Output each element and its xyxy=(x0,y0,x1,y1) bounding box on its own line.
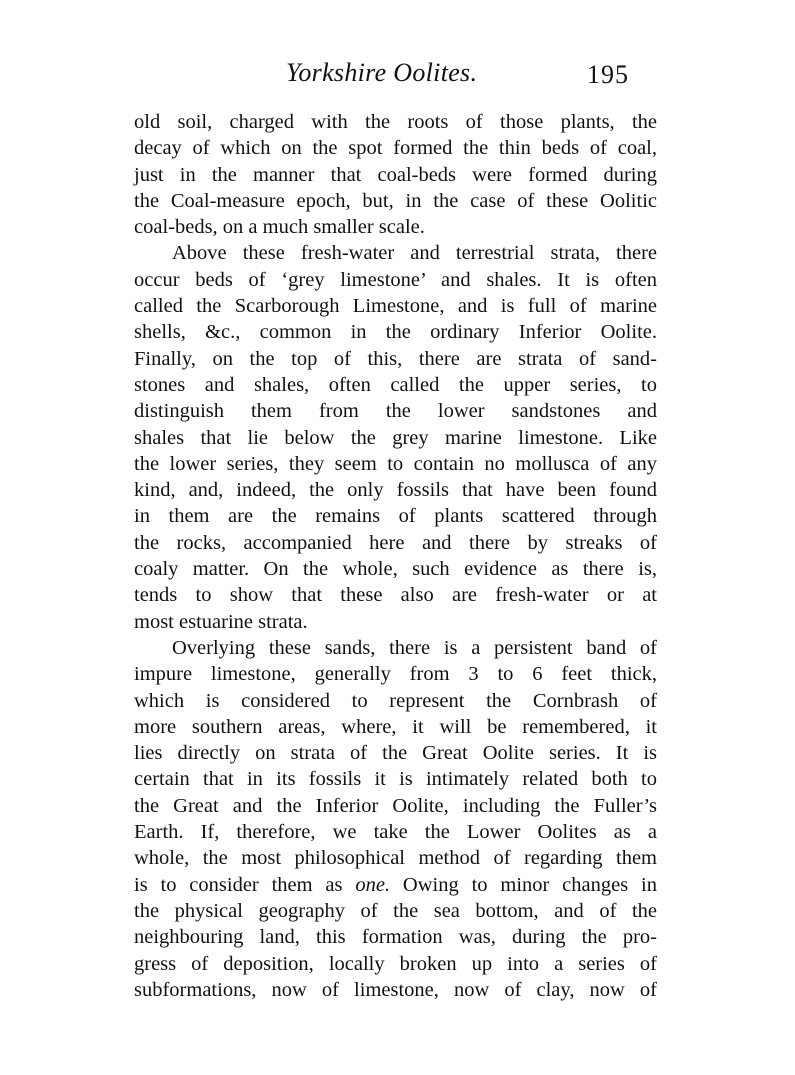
text-line: shells, &c., common in the ordinary Inferior Oolite. xyxy=(134,321,657,344)
text-line: the Coal-measure epoch, but, in the case of these Oolitic xyxy=(134,189,657,212)
text-line: impure limestone, generally from 3 to 6 feet thick, xyxy=(134,663,657,686)
body-text xyxy=(134,109,657,1003)
text-line: the lower series, they seem to contain no mollusca of any xyxy=(134,452,657,475)
text-line: occur beds of ‘grey limestone’ and shales. It is often xyxy=(134,268,657,291)
text-line: Earth. If, therefore, we take the Lower Oolites as a xyxy=(134,821,657,844)
text-line: the Great and the Inferior Oolite, including the Fuller’s xyxy=(134,794,657,817)
text-run: is to consider them as xyxy=(134,873,356,896)
text-line: old soil, charged with the roots of those plants, the xyxy=(134,111,657,133)
paragraph-1 xyxy=(134,109,657,240)
text-line: gress of deposition, locally broken up into a series of xyxy=(134,952,657,975)
running-title: Yorkshire Oolites. xyxy=(286,58,478,87)
text-line: just in the manner that coal-beds were formed during xyxy=(134,163,657,186)
text-line: the rocks, accompanied here and there by streaks of xyxy=(134,531,657,554)
text-line: tends to show that these also are fresh-water or at xyxy=(134,584,657,607)
text-line: subformations, now of limestone, now of clay, now of xyxy=(134,978,657,1001)
text-line: whole, the most philosophical method of regarding them xyxy=(134,847,657,870)
text-line: which is considered to represent the Cornbrash of xyxy=(134,689,657,712)
text-line: Finally, on the top of this, there are strata of sand- xyxy=(134,347,657,370)
text-line: in them are the remains of plants scattered through xyxy=(134,505,657,528)
text-line: kind, and, indeed, the only fossils that have been found xyxy=(134,479,657,502)
paragraph-2 xyxy=(134,240,657,634)
text-line: Above these fresh-water and terrestrial strata, there xyxy=(172,242,657,265)
text-line: Overlying these sands, there is a persistent band of xyxy=(172,636,657,659)
text-line: lies directly on strata of the Great Oolite series. It is xyxy=(134,742,657,765)
text-line: shales that lie below the grey marine limestone. Like xyxy=(134,426,657,449)
text-line: coaly matter. On the whole, such evidence as there is, xyxy=(134,558,657,581)
text-line: stones and shales, often called the upper series, to xyxy=(134,373,657,396)
text-line: decay of which on the spot formed the thin beds of coal, xyxy=(134,137,657,160)
text-line: most estuarine strata. xyxy=(134,610,308,633)
running-head xyxy=(0,58,795,92)
emphasized-word: one. xyxy=(355,873,391,896)
text-line: distinguish them from the lower sandstones and xyxy=(134,400,657,423)
text-line: certain that in its fossils it is intimately related both to xyxy=(134,768,657,791)
text-line: neighbouring land, this formation was, during the pro- xyxy=(134,926,657,949)
text-line: more southern areas, where, it will be remembered, it xyxy=(134,715,657,738)
paragraph-3 xyxy=(134,635,657,1003)
text-line: coal-beds, on a much smaller scale. xyxy=(134,216,425,239)
text-line: called the Scarborough Limestone, and is full of marine xyxy=(134,295,657,318)
text-run: Owing to minor changes in xyxy=(390,873,657,896)
text-line: the physical geography of the sea bottom, and of the xyxy=(134,899,657,922)
page-number: 195 xyxy=(587,60,629,89)
text-line-with-emphasis xyxy=(134,872,657,898)
